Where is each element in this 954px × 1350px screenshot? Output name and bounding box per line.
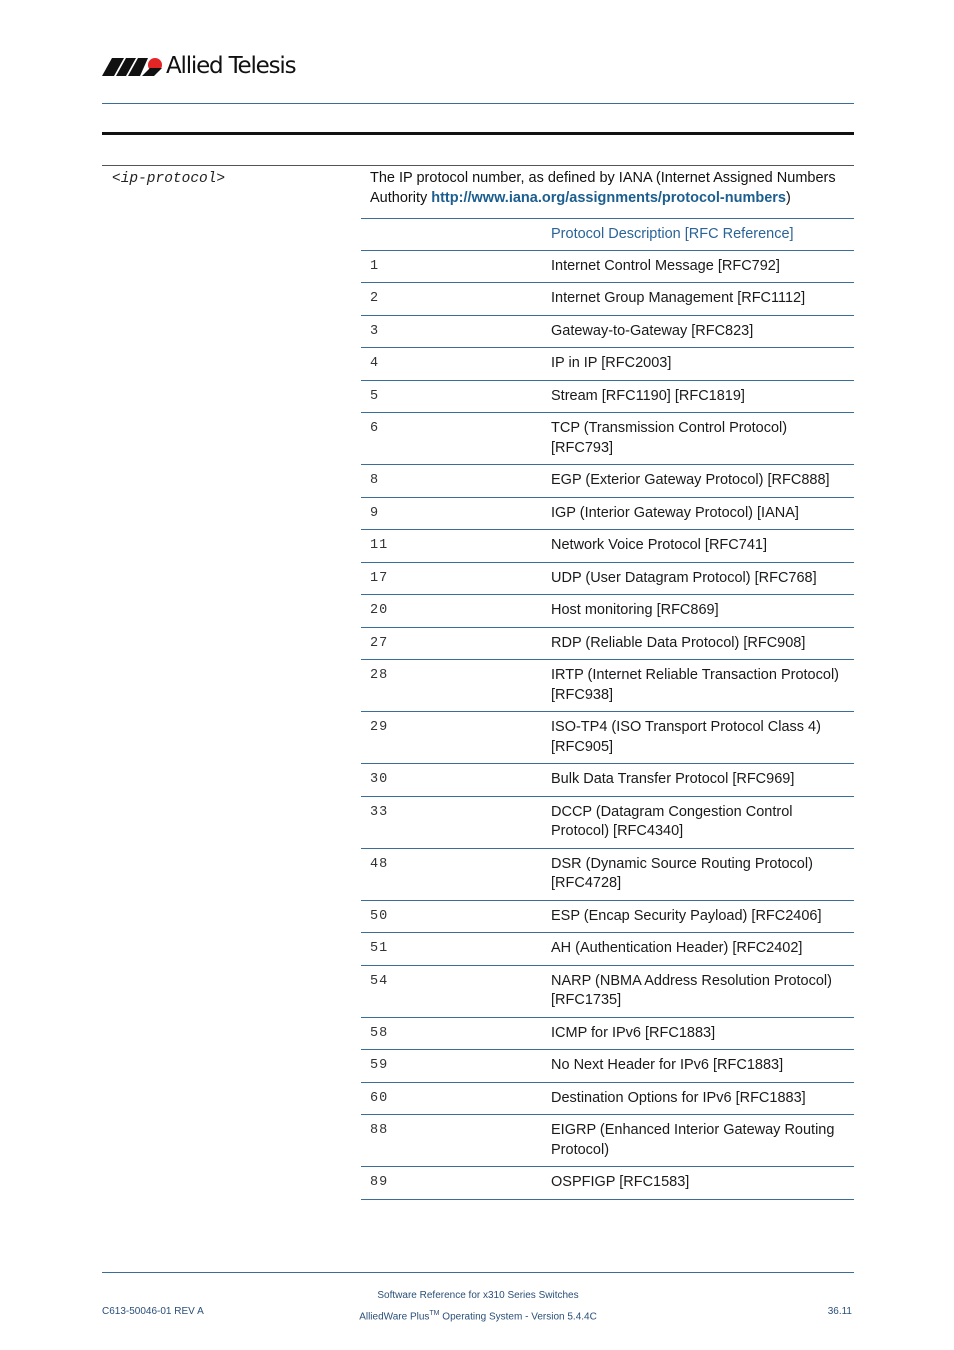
- description-suffix: ): [786, 189, 791, 206]
- protocol-description: Internet Control Message [RFC792]: [551, 250, 854, 283]
- section-divider: [102, 132, 854, 135]
- protocol-number: 50: [361, 900, 551, 933]
- table-row: [361, 933, 854, 966]
- table-row: [361, 315, 854, 348]
- protocol-number: 59: [361, 1050, 551, 1083]
- protocol-description: RDP (Reliable Data Protocol) [RFC908]: [551, 627, 854, 660]
- table-row: [361, 530, 854, 563]
- protocol-number: 28: [361, 660, 551, 712]
- protocol-description: EGP (Exterior Gateway Protocol) [RFC888]: [551, 465, 854, 498]
- iana-link[interactable]: http://www.iana.org/assignments/protocol-numbers: [431, 189, 786, 206]
- protocol-number: 30: [361, 764, 551, 797]
- protocol-number: 3: [361, 315, 551, 348]
- protocol-table: [361, 218, 854, 1200]
- protocol-description: DCCP (Datagram Congestion Control Protocol) [RFC4340]: [551, 796, 854, 848]
- footer-doc-id: C613-50046-01 REV A: [102, 1306, 204, 1317]
- table-row: [361, 380, 854, 413]
- table-row: [361, 712, 854, 764]
- protocol-description: TCP (Transmission Control Protocol) [RFC793]: [551, 413, 854, 465]
- footer-title: [102, 1287, 854, 1326]
- table-row: [361, 900, 854, 933]
- protocol-description: Stream [RFC1190] [RFC1819]: [551, 380, 854, 413]
- protocol-description: ESP (Encap Security Payload) [RFC2406]: [551, 900, 854, 933]
- protocol-number: 29: [361, 712, 551, 764]
- table-row: [361, 1017, 854, 1050]
- table-row: [361, 848, 854, 900]
- protocol-description: ICMP for IPv6 [RFC1883]: [551, 1017, 854, 1050]
- protocol-number: 33: [361, 796, 551, 848]
- protocol-description: No Next Header for IPv6 [RFC1883]: [551, 1050, 854, 1083]
- footer-trademark: TM: [429, 1310, 440, 1317]
- footer-divider: [102, 1272, 854, 1273]
- protocol-number: 2: [361, 283, 551, 316]
- protocol-description: IP in IP [RFC2003]: [551, 348, 854, 381]
- protocol-number: 5: [361, 380, 551, 413]
- allied-telesis-logo-icon: [102, 54, 164, 78]
- protocol-number: 27: [361, 627, 551, 660]
- table-header-row: [361, 219, 854, 251]
- table-row: [361, 764, 854, 797]
- table-row: [361, 1167, 854, 1200]
- protocol-description: OSPFIGP [RFC1583]: [551, 1167, 854, 1200]
- protocol-description: IRTP (Internet Reliable Transaction Protocol) [RFC938]: [551, 660, 854, 712]
- protocol-description: UDP (User Datagram Protocol) [RFC768]: [551, 562, 854, 595]
- protocol-number: 20: [361, 595, 551, 628]
- protocol-number: 88: [361, 1115, 551, 1167]
- parameter-description: [370, 169, 854, 208]
- brand-name: Allied Telesis: [166, 53, 296, 79]
- protocol-number: 17: [361, 562, 551, 595]
- protocol-number: 60: [361, 1082, 551, 1115]
- protocol-number: 48: [361, 848, 551, 900]
- footer-product: AlliedWare Plus: [359, 1311, 430, 1323]
- table-row: [361, 1115, 854, 1167]
- footer-page-number: 36.11: [827, 1306, 852, 1317]
- footer-line-1: Software Reference for x310 Series Switches: [377, 1290, 579, 1301]
- footer-line-2: [102, 1305, 854, 1326]
- protocol-number: 54: [361, 965, 551, 1017]
- parameter-name: <ip-protocol>: [112, 171, 226, 187]
- protocol-number: 4: [361, 348, 551, 381]
- protocol-number: 8: [361, 465, 551, 498]
- table-row: [361, 562, 854, 595]
- description-text: The IP protocol number, as defined by IANA (Internet Assigned Numbers Authority: [370, 170, 836, 206]
- protocol-description: Internet Group Management [RFC1112]: [551, 283, 854, 316]
- table-row: [361, 965, 854, 1017]
- protocol-description: Host monitoring [RFC869]: [551, 595, 854, 628]
- protocol-number: 11: [361, 530, 551, 563]
- table-row: [361, 796, 854, 848]
- header-protocol-description: Protocol Description [RFC Reference]: [551, 219, 854, 251]
- protocol-number: 89: [361, 1167, 551, 1200]
- footer-version: Operating System - Version 5.4.4C: [439, 1311, 597, 1323]
- protocol-description: DSR (Dynamic Source Routing Protocol) [RFC4728]: [551, 848, 854, 900]
- protocol-number: 1: [361, 250, 551, 283]
- table-row: [361, 348, 854, 381]
- table-row: [361, 1050, 854, 1083]
- protocol-number: 6: [361, 413, 551, 465]
- table-row: [361, 627, 854, 660]
- protocol-description: NARP (NBMA Address Resolution Protocol) [RFC1735]: [551, 965, 854, 1017]
- protocol-description: Destination Options for IPv6 [RFC1883]: [551, 1082, 854, 1115]
- parameter-table-top-rule: [102, 165, 854, 166]
- protocol-description: EIGRP (Enhanced Interior Gateway Routing Protocol): [551, 1115, 854, 1167]
- allied-telesis-logo: [102, 52, 295, 80]
- protocol-number: 58: [361, 1017, 551, 1050]
- protocol-description: Gateway-to-Gateway [RFC823]: [551, 315, 854, 348]
- table-row: [361, 497, 854, 530]
- table-row: [361, 465, 854, 498]
- protocol-description: Network Voice Protocol [RFC741]: [551, 530, 854, 563]
- table-row: [361, 413, 854, 465]
- protocol-description: IGP (Interior Gateway Protocol) [IANA]: [551, 497, 854, 530]
- protocol-description: AH (Authentication Header) [RFC2402]: [551, 933, 854, 966]
- protocol-table-body: [361, 250, 854, 1199]
- protocol-description: Bulk Data Transfer Protocol [RFC969]: [551, 764, 854, 797]
- table-row: [361, 595, 854, 628]
- header-divider: [102, 103, 854, 104]
- header-protocol-number: [361, 219, 551, 251]
- protocol-description: ISO-TP4 (ISO Transport Protocol Class 4) [RFC905]: [551, 712, 854, 764]
- table-row: [361, 283, 854, 316]
- table-row: [361, 1082, 854, 1115]
- table-row: [361, 660, 854, 712]
- protocol-number: 9: [361, 497, 551, 530]
- table-row: [361, 250, 854, 283]
- protocol-number: 51: [361, 933, 551, 966]
